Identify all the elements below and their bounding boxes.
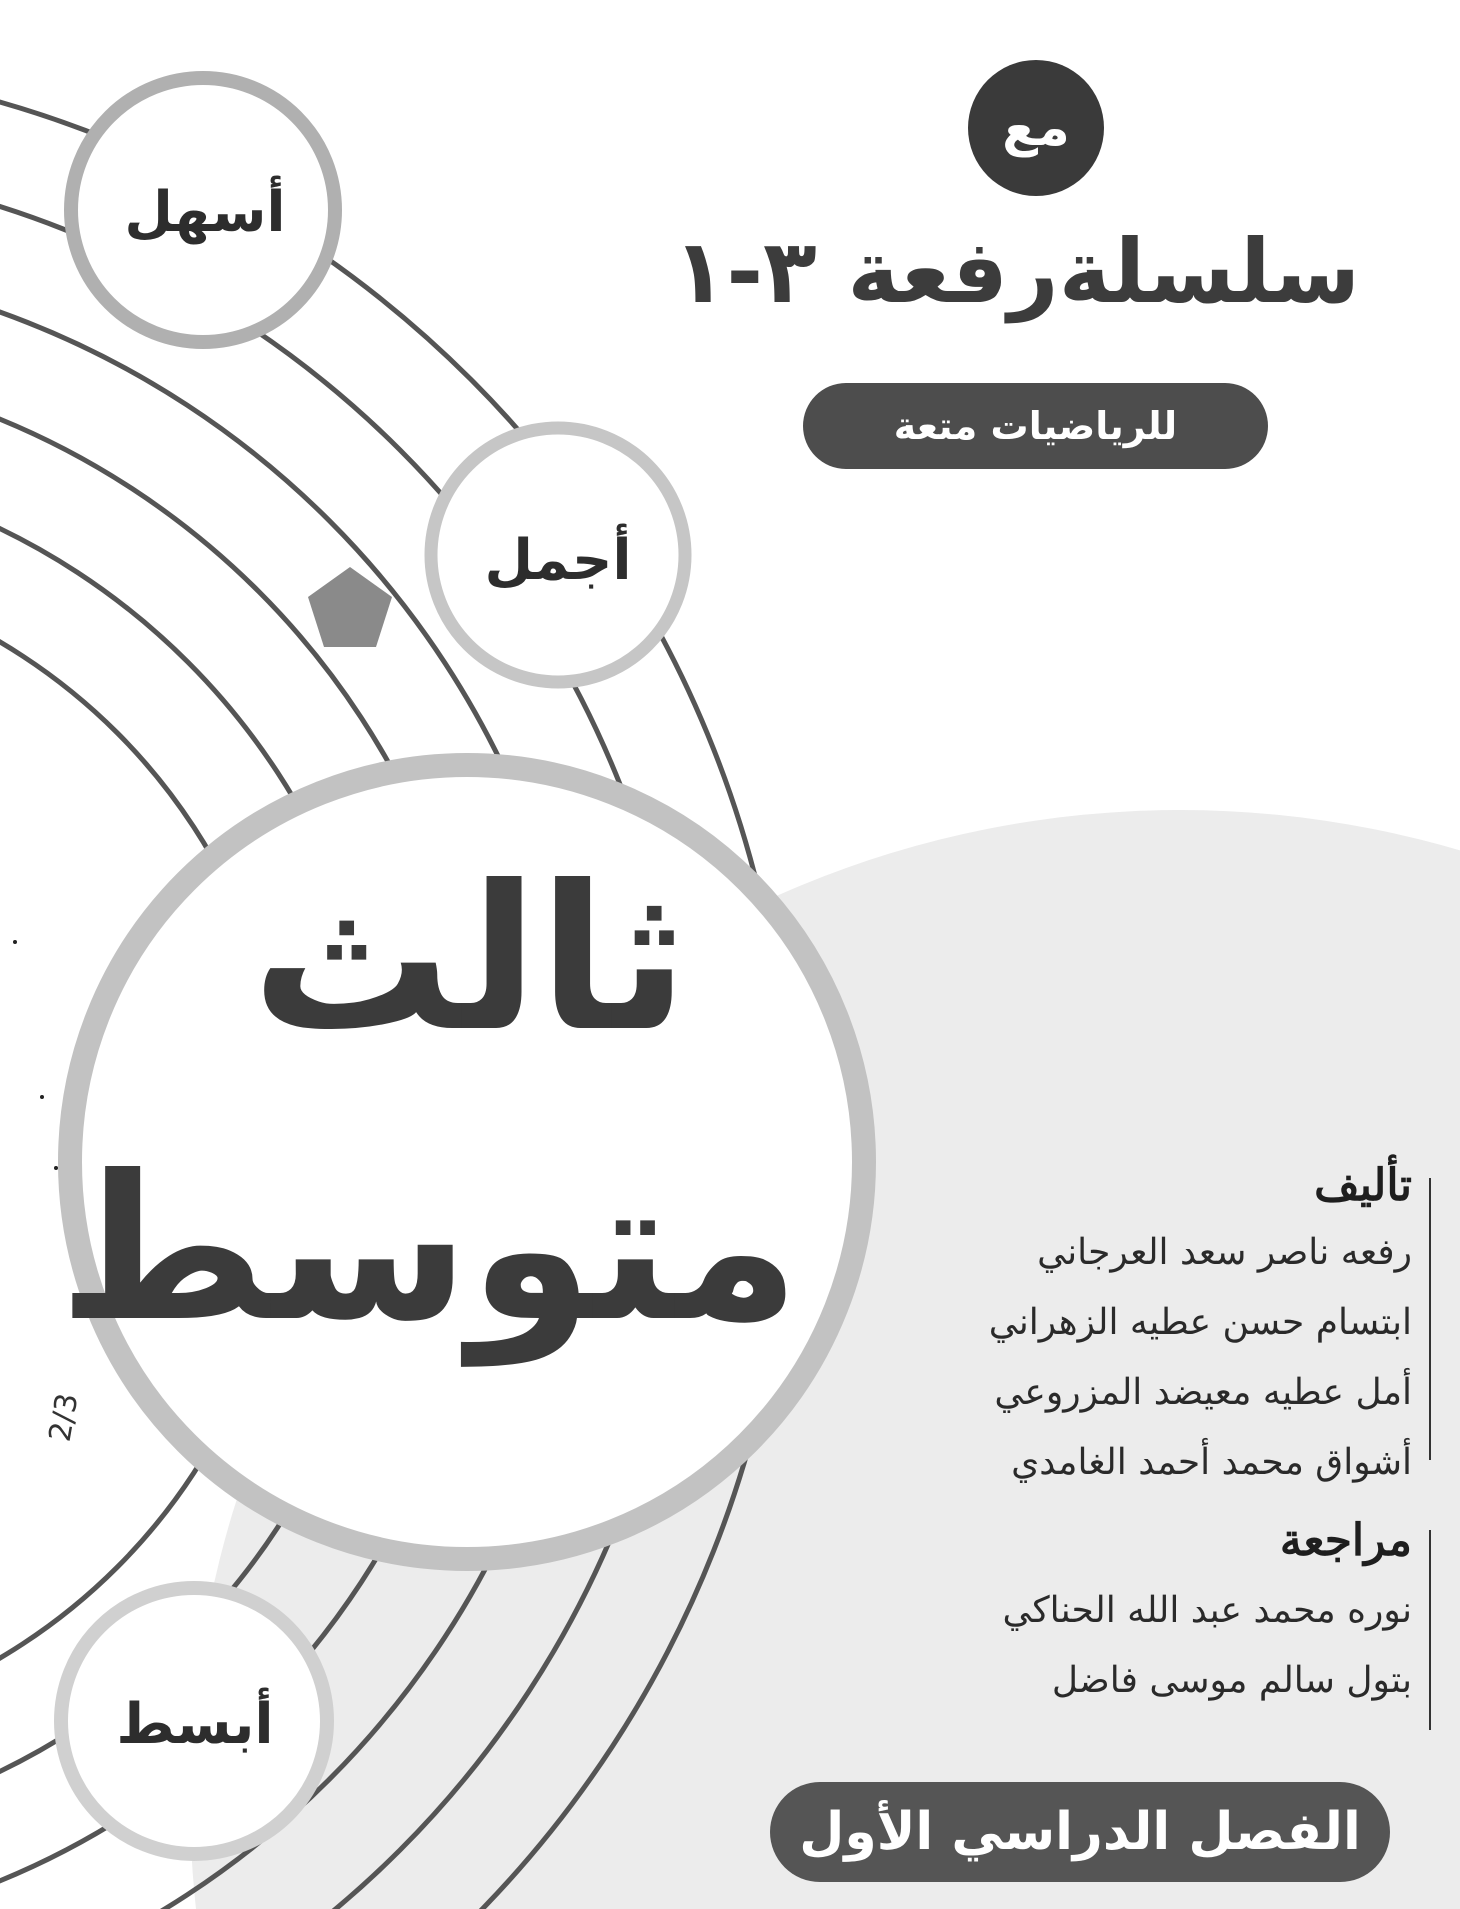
grade-line-2: متوسط xyxy=(58,1133,800,1366)
author-name: رفعه ناصر سعد العرجاني xyxy=(1037,1232,1412,1273)
word-simpler: أبسط xyxy=(116,1692,274,1757)
reviewers-heading: مراجعة xyxy=(1279,1515,1412,1566)
term-pill: الفصل الدراسي الأول xyxy=(770,1782,1390,1882)
with-badge: مع xyxy=(968,60,1104,196)
authors-heading: تأليف xyxy=(1314,1160,1412,1211)
reviewer-name: بتول سالم موسى فاضل xyxy=(1051,1660,1412,1701)
fraction-mark: 2/3 xyxy=(42,1390,86,1445)
grade-line-1: ثالث xyxy=(251,843,689,1076)
author-name: أشواق محمد أحمد الغامدي xyxy=(1011,1442,1412,1483)
word-easier: أسهل xyxy=(124,180,286,245)
pentagon-shape xyxy=(308,567,392,647)
author-name: أمل عطيه معيضد المزروعي xyxy=(994,1372,1412,1413)
subtitle-pill: للرياضيات متعة xyxy=(803,383,1268,469)
series-title: سلسلةرفعة ٣-١ xyxy=(672,220,1360,323)
reviewer-name: نوره محمد عبد الله الحناكي xyxy=(1002,1590,1412,1631)
word-nicer: أجمل xyxy=(484,528,632,593)
author-name: ابتسام حسن عطيه الزهراني xyxy=(988,1302,1412,1343)
